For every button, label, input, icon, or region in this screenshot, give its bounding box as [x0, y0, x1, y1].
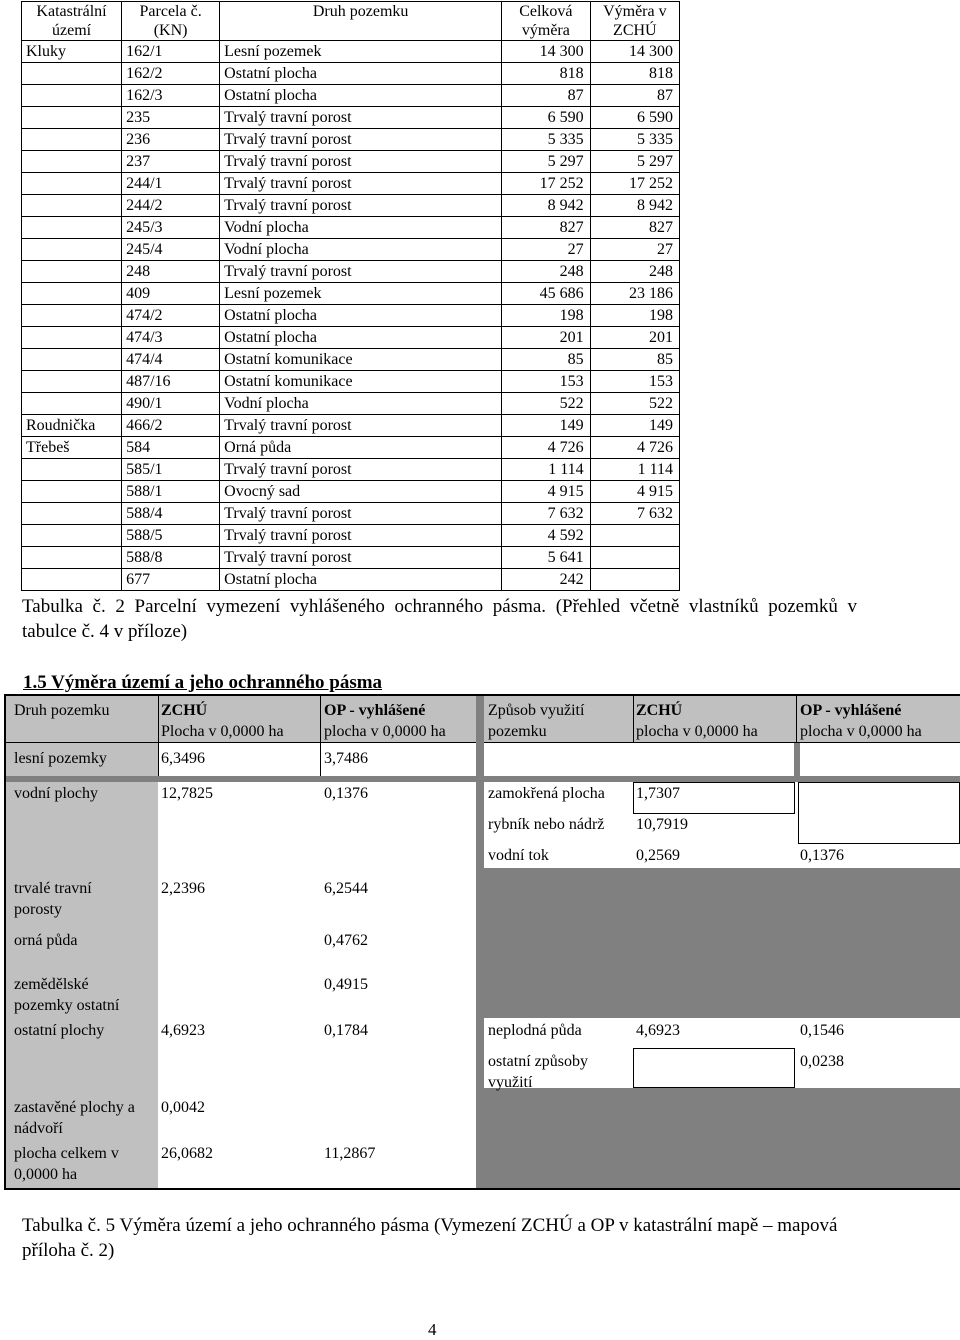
cell-katastralni-uzemi	[22, 239, 122, 261]
sub-tok-zchu: 0,2569	[636, 847, 680, 864]
table-row	[22, 503, 680, 525]
table-row	[22, 415, 680, 437]
cell-parcela: 474/3	[122, 327, 220, 349]
row-orna-op: 0,4762	[324, 932, 368, 949]
cell-druh-pozemku: Lesní pozemek	[220, 41, 502, 63]
row-ttp-zchu: 2,2396	[161, 880, 205, 897]
cell-celkova-vymera: 6 590	[502, 107, 591, 129]
cell-parcela: 588/5	[122, 525, 220, 547]
cell-vymera-zchu	[590, 547, 679, 569]
cell-druh-pozemku: Trvalý travní porost	[220, 129, 502, 151]
header-op-2: OP - vyhlášené plocha v 0,0000 ha	[800, 702, 922, 740]
cell-celkova-vymera: 5 297	[502, 151, 591, 173]
cell-druh-pozemku: Trvalý travní porost	[220, 525, 502, 547]
row-lesni-op: 3,7486	[324, 750, 368, 767]
cell-vymera-zchu: 87	[590, 85, 679, 107]
cell-druh-pozemku: Vodní plocha	[220, 239, 502, 261]
cell-druh-pozemku: Orná půda	[220, 437, 502, 459]
cell-vymera-zchu: 27	[590, 239, 679, 261]
sub-tok-label: vodní tok	[488, 847, 549, 864]
cell-vymera-zchu: 6 590	[590, 107, 679, 129]
cell-druh-pozemku: Vodní plocha	[220, 217, 502, 239]
cell-katastralni-uzemi	[22, 151, 122, 173]
cell-celkova-vymera: 201	[502, 327, 591, 349]
cell-parcela: 244/1	[122, 173, 220, 195]
table-row	[22, 547, 680, 569]
cell-parcela: 248	[122, 261, 220, 283]
cell-druh-pozemku: Trvalý travní porost	[220, 459, 502, 481]
table-row	[22, 437, 680, 459]
table-row	[22, 349, 680, 371]
cell-vymera-zchu: 153	[590, 371, 679, 393]
cell-katastralni-uzemi	[22, 217, 122, 239]
table-row	[22, 525, 680, 547]
row-ostatni-zchu: 4,6923	[161, 1022, 205, 1039]
table-row	[22, 261, 680, 283]
cell-vymera-zchu: 8 942	[590, 195, 679, 217]
table-row	[22, 217, 680, 239]
sub-neplodna-zchu: 4,6923	[636, 1022, 680, 1039]
cell-celkova-vymera: 45 686	[502, 283, 591, 305]
cell-druh-pozemku: Trvalý travní porost	[220, 173, 502, 195]
cell-vymera-zchu: 198	[590, 305, 679, 327]
cell-vymera-zchu: 827	[590, 217, 679, 239]
header-zpusob-vyuziti: Způsob využití pozemku	[488, 702, 585, 740]
row-celkem-zchu: 26,0682	[161, 1145, 213, 1162]
cell-parcela: 236	[122, 129, 220, 151]
cell-katastralni-uzemi	[22, 459, 122, 481]
cell-vymera-zchu: 1 114	[590, 459, 679, 481]
cell-druh-pozemku: Trvalý travní porost	[220, 195, 502, 217]
cell-druh-pozemku: Trvalý travní porost	[220, 547, 502, 569]
row-zastavene-zchu: 0,0042	[161, 1099, 205, 1116]
table-row	[22, 569, 680, 591]
cell-druh-pozemku: Trvalý travní porost	[220, 503, 502, 525]
cell-parcela: 584	[122, 437, 220, 459]
cell-celkova-vymera: 87	[502, 85, 591, 107]
sub-rybnik-label: rybník nebo nádrž	[488, 816, 605, 833]
cell-vymera-zchu	[590, 569, 679, 591]
cell-katastralni-uzemi	[22, 525, 122, 547]
cell-druh-pozemku: Trvalý travní porost	[220, 107, 502, 129]
table-row	[22, 195, 680, 217]
cell-katastralni-uzemi	[22, 107, 122, 129]
row-vodni-zchu: 12,7825	[161, 785, 213, 802]
cell-katastralni-uzemi	[22, 569, 122, 591]
cell-katastralni-uzemi	[22, 129, 122, 151]
cell-parcela: 162/3	[122, 85, 220, 107]
row-lesni-zchu: 6,3496	[161, 750, 205, 767]
cell-druh-pozemku: Ovocný sad	[220, 481, 502, 503]
cell-katastralni-uzemi	[22, 195, 122, 217]
cell-vymera-zchu: 4 915	[590, 481, 679, 503]
cell-vymera-zchu: 17 252	[590, 173, 679, 195]
cell-katastralni-uzemi: Roudnička	[22, 415, 122, 437]
cell-celkova-vymera: 17 252	[502, 173, 591, 195]
cell-katastralni-uzemi: Třebeš	[22, 437, 122, 459]
header-druh-pozemku: Druh pozemku	[14, 702, 110, 719]
cell-parcela: 162/1	[122, 41, 220, 63]
cell-katastralni-uzemi: Kluky	[22, 41, 122, 63]
cell-katastralni-uzemi	[22, 349, 122, 371]
table-5-caption: Tabulka č. 5 Výměra území a jeho ochranného pásma (Vymezení ZCHÚ a OP v katastrální mapě – mapová příloha č. 2)	[22, 1215, 838, 1261]
row-vodni-op: 0,1376	[324, 785, 368, 802]
row-zastavene-label: zastavěné plochy a nádvoří	[14, 1099, 135, 1137]
cell-druh-pozemku: Trvalý travní porost	[220, 151, 502, 173]
cell-vymera-zchu: 201	[590, 327, 679, 349]
sub-neplodna-op: 0,1546	[800, 1022, 844, 1039]
table-row	[22, 63, 680, 85]
sub-neplodna-label: neplodná půda	[488, 1022, 582, 1039]
header-op: OP - vyhlášené plocha v 0,0000 ha	[324, 702, 446, 740]
cell-katastralni-uzemi	[22, 327, 122, 349]
table-2-caption: Tabulka č. 2 Parcelní vymezení vyhlášeného ochranného pásma. (Přehled včetně vlastníků pozemků v tabulce č. 4 v příloze)	[22, 596, 857, 642]
col-header-vymera-zchu: Výměra v ZCHÚ	[590, 2, 679, 41]
header-zchu: ZCHÚ Plocha v 0,0000 ha	[161, 702, 284, 740]
area-summary-table	[4, 694, 960, 1190]
sub-rybnik-zchu: 10,7919	[636, 816, 688, 833]
cell-celkova-vymera: 7 632	[502, 503, 591, 525]
cell-vymera-zchu: 248	[590, 261, 679, 283]
cell-parcela: 244/2	[122, 195, 220, 217]
cell-celkova-vymera: 153	[502, 371, 591, 393]
table-row	[22, 393, 680, 415]
cell-celkova-vymera: 14 300	[502, 41, 591, 63]
row-ostatni-op: 0,1784	[324, 1022, 368, 1039]
row-zemed-label: zemědělské pozemky ostatní	[14, 976, 120, 1014]
cell-parcela: 245/4	[122, 239, 220, 261]
cell-parcela: 235	[122, 107, 220, 129]
cell-parcela: 585/1	[122, 459, 220, 481]
cell-katastralni-uzemi	[22, 173, 122, 195]
cell-katastralni-uzemi	[22, 371, 122, 393]
cell-katastralni-uzemi	[22, 547, 122, 569]
cell-parcela: 474/4	[122, 349, 220, 371]
cell-parcela: 490/1	[122, 393, 220, 415]
table-row	[22, 41, 680, 63]
cell-celkova-vymera: 522	[502, 393, 591, 415]
table-row	[22, 239, 680, 261]
cell-druh-pozemku: Ostatní plocha	[220, 85, 502, 107]
row-vodni-label: vodní plochy	[14, 785, 98, 802]
cell-vymera-zchu: 818	[590, 63, 679, 85]
sub-zamokrena-label: zamokřená plocha	[488, 785, 605, 802]
row-ttp-label: trvalé travní porosty	[14, 880, 92, 918]
cell-celkova-vymera: 827	[502, 217, 591, 239]
cell-druh-pozemku: Trvalý travní porost	[220, 261, 502, 283]
cell-parcela: 466/2	[122, 415, 220, 437]
table-row	[22, 305, 680, 327]
cell-parcela: 245/3	[122, 217, 220, 239]
cell-parcela: 409	[122, 283, 220, 305]
cell-celkova-vymera: 4 915	[502, 481, 591, 503]
row-lesni-label: lesní pozemky	[14, 750, 107, 767]
table-row	[22, 107, 680, 129]
cell-vymera-zchu: 23 186	[590, 283, 679, 305]
cell-vymera-zchu: 4 726	[590, 437, 679, 459]
parcel-table	[21, 1, 680, 591]
row-ostatni-label: ostatní plochy	[14, 1022, 105, 1039]
cell-celkova-vymera: 85	[502, 349, 591, 371]
page-number: 4	[428, 1320, 437, 1339]
section-heading: 1.5 Výměra území a jeho ochranného pásma	[23, 672, 383, 693]
sub-ostatni-zpusoby-label: ostatní způsoby využití	[488, 1053, 588, 1091]
cell-vymera-zchu: 85	[590, 349, 679, 371]
cell-vymera-zchu: 149	[590, 415, 679, 437]
table-row	[22, 85, 680, 107]
parcel-table-header	[22, 2, 680, 41]
cell-parcela: 162/2	[122, 63, 220, 85]
cell-parcela: 237	[122, 151, 220, 173]
col-header-druh-pozemku: Druh pozemku	[220, 2, 502, 41]
sub-ostatni-zpusoby-op: 0,0238	[800, 1053, 844, 1070]
cell-celkova-vymera: 8 942	[502, 195, 591, 217]
cell-katastralni-uzemi	[22, 63, 122, 85]
header-zchu-2: ZCHÚ plocha v 0,0000 ha	[636, 702, 758, 740]
col-header-katastralni-uzemi: Katastrální území	[22, 2, 122, 41]
cell-druh-pozemku: Ostatní komunikace	[220, 371, 502, 393]
cell-celkova-vymera: 248	[502, 261, 591, 283]
row-celkem-label: plocha celkem v 0,0000 ha	[14, 1145, 119, 1183]
cell-vymera-zchu: 7 632	[590, 503, 679, 525]
cell-celkova-vymera: 4 592	[502, 525, 591, 547]
cell-celkova-vymera: 198	[502, 305, 591, 327]
sub-zamokrena-zchu: 1,7307	[636, 785, 680, 802]
cell-celkova-vymera: 818	[502, 63, 591, 85]
sub-tok-op: 0,1376	[800, 847, 844, 864]
cell-vymera-zchu: 14 300	[590, 41, 679, 63]
table-row	[22, 283, 680, 305]
row-orna-label: orná půda	[14, 932, 78, 949]
cell-druh-pozemku: Vodní plocha	[220, 393, 502, 415]
row-zemed-op: 0,4915	[324, 976, 368, 993]
row-celkem-op: 11,2867	[324, 1145, 376, 1162]
cell-druh-pozemku: Trvalý travní porost	[220, 415, 502, 437]
cell-parcela: 588/8	[122, 547, 220, 569]
cell-katastralni-uzemi	[22, 393, 122, 415]
cell-celkova-vymera: 1 114	[502, 459, 591, 481]
cell-parcela: 487/16	[122, 371, 220, 393]
cell-parcela: 588/1	[122, 481, 220, 503]
table-row	[22, 481, 680, 503]
cell-celkova-vymera: 27	[502, 239, 591, 261]
cell-druh-pozemku: Ostatní plocha	[220, 327, 502, 349]
cell-celkova-vymera: 242	[502, 569, 591, 591]
cell-vymera-zchu: 522	[590, 393, 679, 415]
table-row	[22, 327, 680, 349]
cell-katastralni-uzemi	[22, 261, 122, 283]
cell-druh-pozemku: Ostatní plocha	[220, 305, 502, 327]
table-row	[22, 459, 680, 481]
cell-parcela: 588/4	[122, 503, 220, 525]
col-header-celkova-vymera: Celková výměra	[502, 2, 591, 41]
cell-katastralni-uzemi	[22, 305, 122, 327]
col-header-parcela: Parcela č. (KN)	[122, 2, 220, 41]
row-ttp-op: 6,2544	[324, 880, 368, 897]
cell-druh-pozemku: Ostatní komunikace	[220, 349, 502, 371]
cell-celkova-vymera: 149	[502, 415, 591, 437]
table-row	[22, 129, 680, 151]
cell-druh-pozemku: Ostatní plocha	[220, 63, 502, 85]
cell-katastralni-uzemi	[22, 481, 122, 503]
cell-vymera-zchu	[590, 525, 679, 547]
cell-celkova-vymera: 5 335	[502, 129, 591, 151]
table-row	[22, 173, 680, 195]
cell-parcela: 474/2	[122, 305, 220, 327]
table-row	[22, 371, 680, 393]
parcel-table-body	[22, 41, 680, 591]
cell-celkova-vymera: 5 641	[502, 547, 591, 569]
table-row	[22, 151, 680, 173]
cell-vymera-zchu: 5 297	[590, 151, 679, 173]
cell-druh-pozemku: Lesní pozemek	[220, 283, 502, 305]
cell-vymera-zchu: 5 335	[590, 129, 679, 151]
cell-celkova-vymera: 4 726	[502, 437, 591, 459]
cell-katastralni-uzemi	[22, 503, 122, 525]
cell-katastralni-uzemi	[22, 283, 122, 305]
cell-druh-pozemku: Ostatní plocha	[220, 569, 502, 591]
cell-katastralni-uzemi	[22, 85, 122, 107]
cell-parcela: 677	[122, 569, 220, 591]
